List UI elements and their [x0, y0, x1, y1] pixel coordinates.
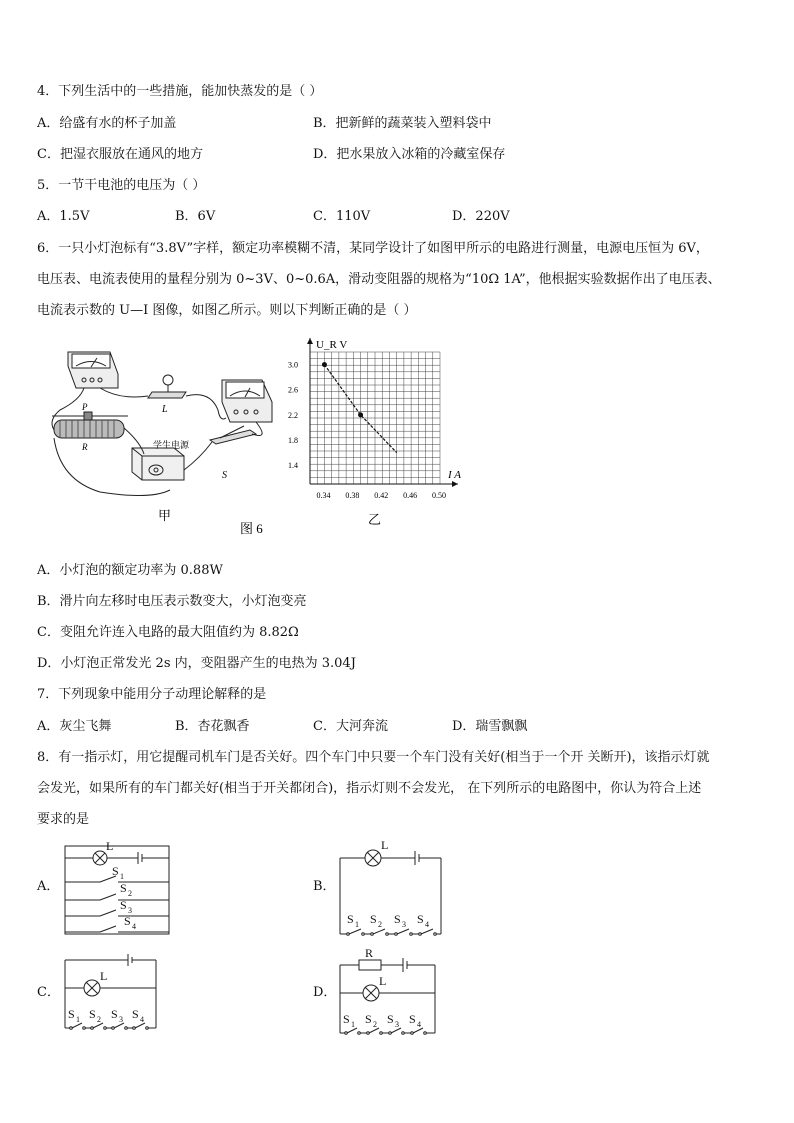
- circuit-d-resistor-label: R: [365, 946, 374, 960]
- q8-option-b[interactable]: B．: [313, 879, 336, 894]
- voltmeter-icon: [68, 352, 118, 388]
- q5-option-a[interactable]: A．1.5V: [37, 209, 90, 224]
- q4-option-d[interactable]: D．把水果放入冰箱的冷藏室保存: [313, 147, 506, 162]
- svg-text:S: S: [124, 914, 131, 928]
- q6-option-d[interactable]: D．小灯泡正常发光 2s 内，变阻器产生的电热为 3.04J: [37, 656, 356, 671]
- q4-option-b[interactable]: B．把新鲜的蔬菜装入塑料袋中: [313, 116, 492, 131]
- power-supply-label: 学生电源: [153, 440, 190, 450]
- svg-text:2: 2: [373, 1020, 377, 1029]
- switch-label: S: [222, 470, 227, 481]
- q4-stem: 4．下列生活中的一些措施，能加快蒸发的是（ ）: [37, 84, 323, 99]
- circuit-c-lamp-label: L: [100, 969, 108, 983]
- u-i-chart: [288, 338, 461, 500]
- data-point: [358, 412, 363, 417]
- apparatus-diagram: [52, 352, 272, 496]
- y-tick-label: 2.2: [288, 410, 298, 420]
- q7-option-b[interactable]: B．杏花飘香: [175, 719, 250, 734]
- svg-text:1: 1: [351, 1020, 355, 1029]
- x-tick-label: 0.42: [374, 491, 389, 500]
- q6-option-b[interactable]: B．滑片向左移时电压表示数变大，小灯泡变亮: [37, 594, 307, 609]
- svg-text:S: S: [68, 1007, 75, 1021]
- svg-text:S: S: [370, 912, 377, 926]
- x-axis-arrow: [452, 481, 458, 487]
- circuit-d-lamp-label: L: [379, 974, 387, 988]
- x-tick-label: 0.46: [403, 491, 418, 500]
- q8-stem-line2: 会发光，如果所有的车门都关好(相当于开关都闭合)，指示灯则不会发光， 在下列所示的电路图中，你认为符合上述: [37, 781, 702, 796]
- y-axis-arrow: [307, 338, 313, 344]
- svg-text:4: 4: [417, 1020, 421, 1029]
- q6-option-c[interactable]: C．变阻允许连入电路的最大阻值约为 8.82Ω: [37, 625, 299, 640]
- q5-option-b[interactable]: B．6V: [175, 209, 216, 224]
- svg-text:S: S: [365, 1012, 372, 1026]
- resistor-label: R: [82, 442, 88, 452]
- q7-stem: 7．下列现象中能用分子动理论解释的是: [37, 687, 267, 702]
- svg-text:S: S: [132, 1007, 139, 1021]
- y-tick-label: 1.4: [288, 461, 298, 471]
- power-supply-icon: [132, 448, 184, 480]
- svg-text:S: S: [112, 864, 119, 878]
- svg-text:S: S: [120, 881, 127, 895]
- x-tick-label: 0.50: [432, 491, 446, 500]
- circuit-d: [335, 945, 445, 1040]
- figure-6: [40, 330, 500, 540]
- svg-text:S: S: [417, 912, 424, 926]
- q7-option-c[interactable]: C．大河奔流: [313, 719, 388, 734]
- circuit-b: [335, 838, 450, 938]
- svg-text:1: 1: [355, 920, 359, 929]
- q6-stem-line2: 电压表、电流表使用的量程分别为 0~3V、0~0.6A，滑动变阻器的规格为“10Ω 1A”，他根据实验数据作出了电压表、: [37, 272, 721, 287]
- svg-text:S: S: [120, 898, 127, 912]
- q7-option-d[interactable]: D．瑞雪飘飘: [452, 719, 528, 734]
- q5-option-d[interactable]: D．220V: [452, 209, 510, 224]
- lamp-label: L: [162, 404, 168, 415]
- svg-text:1: 1: [120, 872, 124, 881]
- switch-icon: [210, 426, 256, 444]
- circuit-a: [60, 838, 180, 938]
- data-point: [322, 362, 327, 367]
- svg-text:S: S: [387, 1012, 394, 1026]
- q4-option-a[interactable]: A．给盛有水的杯子加盖: [37, 116, 177, 131]
- rheostat-icon: [52, 412, 128, 438]
- svg-text:4: 4: [132, 922, 136, 931]
- svg-text:2: 2: [97, 1015, 101, 1024]
- circuit-b-lamp-label: L: [381, 838, 389, 852]
- svg-text:4: 4: [425, 920, 429, 929]
- svg-text:3: 3: [119, 1015, 123, 1024]
- circuit-a-lamp-label: L: [106, 839, 114, 853]
- slider-label: P: [82, 402, 88, 412]
- svg-text:S: S: [343, 1012, 350, 1026]
- x-axis-label: I A: [448, 469, 461, 481]
- q6-stem-line3: 电流表示数的 U—I 图像，如图乙所示。则以下判断正确的是（ ）: [37, 303, 417, 318]
- svg-text:S: S: [89, 1007, 96, 1021]
- q5-option-c[interactable]: C．110V: [313, 209, 371, 224]
- q4-option-c[interactable]: C．把湿衣服放在通风的地方: [37, 147, 203, 162]
- svg-text:2: 2: [378, 920, 382, 929]
- x-tick-label: 0.38: [345, 491, 360, 500]
- svg-text:S: S: [394, 912, 401, 926]
- svg-text:2: 2: [128, 889, 132, 898]
- left-caption: 甲: [158, 508, 172, 523]
- q6-stem-line1: 6．一只小灯泡标有“3.8V”字样，额定功率模糊不清，某同学设计了如图甲所示的电路进行测量，电源电压恒为 6V，: [37, 241, 709, 256]
- ammeter-icon: [222, 380, 272, 422]
- svg-text:S: S: [347, 912, 354, 926]
- q8-option-d[interactable]: D．: [313, 985, 337, 1000]
- q8-option-c[interactable]: C．: [37, 985, 60, 1000]
- figure-label: 图 6: [240, 521, 263, 536]
- y-tick-label: 3.0: [288, 360, 298, 370]
- q8-stem-line1: 8．有一指示灯，用它提醒司机车门是否关好。四个车门中只要一个车门没有关好(相当于一个开 关断开)，该指示灯就: [37, 750, 710, 765]
- q7-option-a[interactable]: A．灰尘飞舞: [37, 719, 112, 734]
- y-tick-label: 2.6: [288, 385, 298, 395]
- circuit-c: [60, 950, 165, 1035]
- x-tick-label: 0.34: [316, 491, 331, 500]
- svg-text:3: 3: [402, 920, 406, 929]
- svg-text:3: 3: [128, 906, 132, 915]
- q6-option-a[interactable]: A．小灯泡的额定功率为 0.88W: [37, 563, 223, 578]
- lamp-icon: [148, 375, 186, 398]
- svg-text:S: S: [111, 1007, 118, 1021]
- q8-stem-line3: 要求的是: [37, 812, 90, 827]
- svg-text:1: 1: [76, 1015, 80, 1024]
- right-caption: 乙: [368, 512, 382, 527]
- q8-option-a[interactable]: A．: [37, 879, 60, 894]
- svg-text:S: S: [409, 1012, 416, 1026]
- q5-stem: 5．一节干电池的电压为（ ）: [37, 178, 206, 193]
- svg-text:3: 3: [395, 1020, 399, 1029]
- y-axis-label: U_R V: [316, 339, 348, 351]
- y-tick-label: 1.8: [288, 436, 298, 445]
- svg-text:4: 4: [140, 1015, 144, 1024]
